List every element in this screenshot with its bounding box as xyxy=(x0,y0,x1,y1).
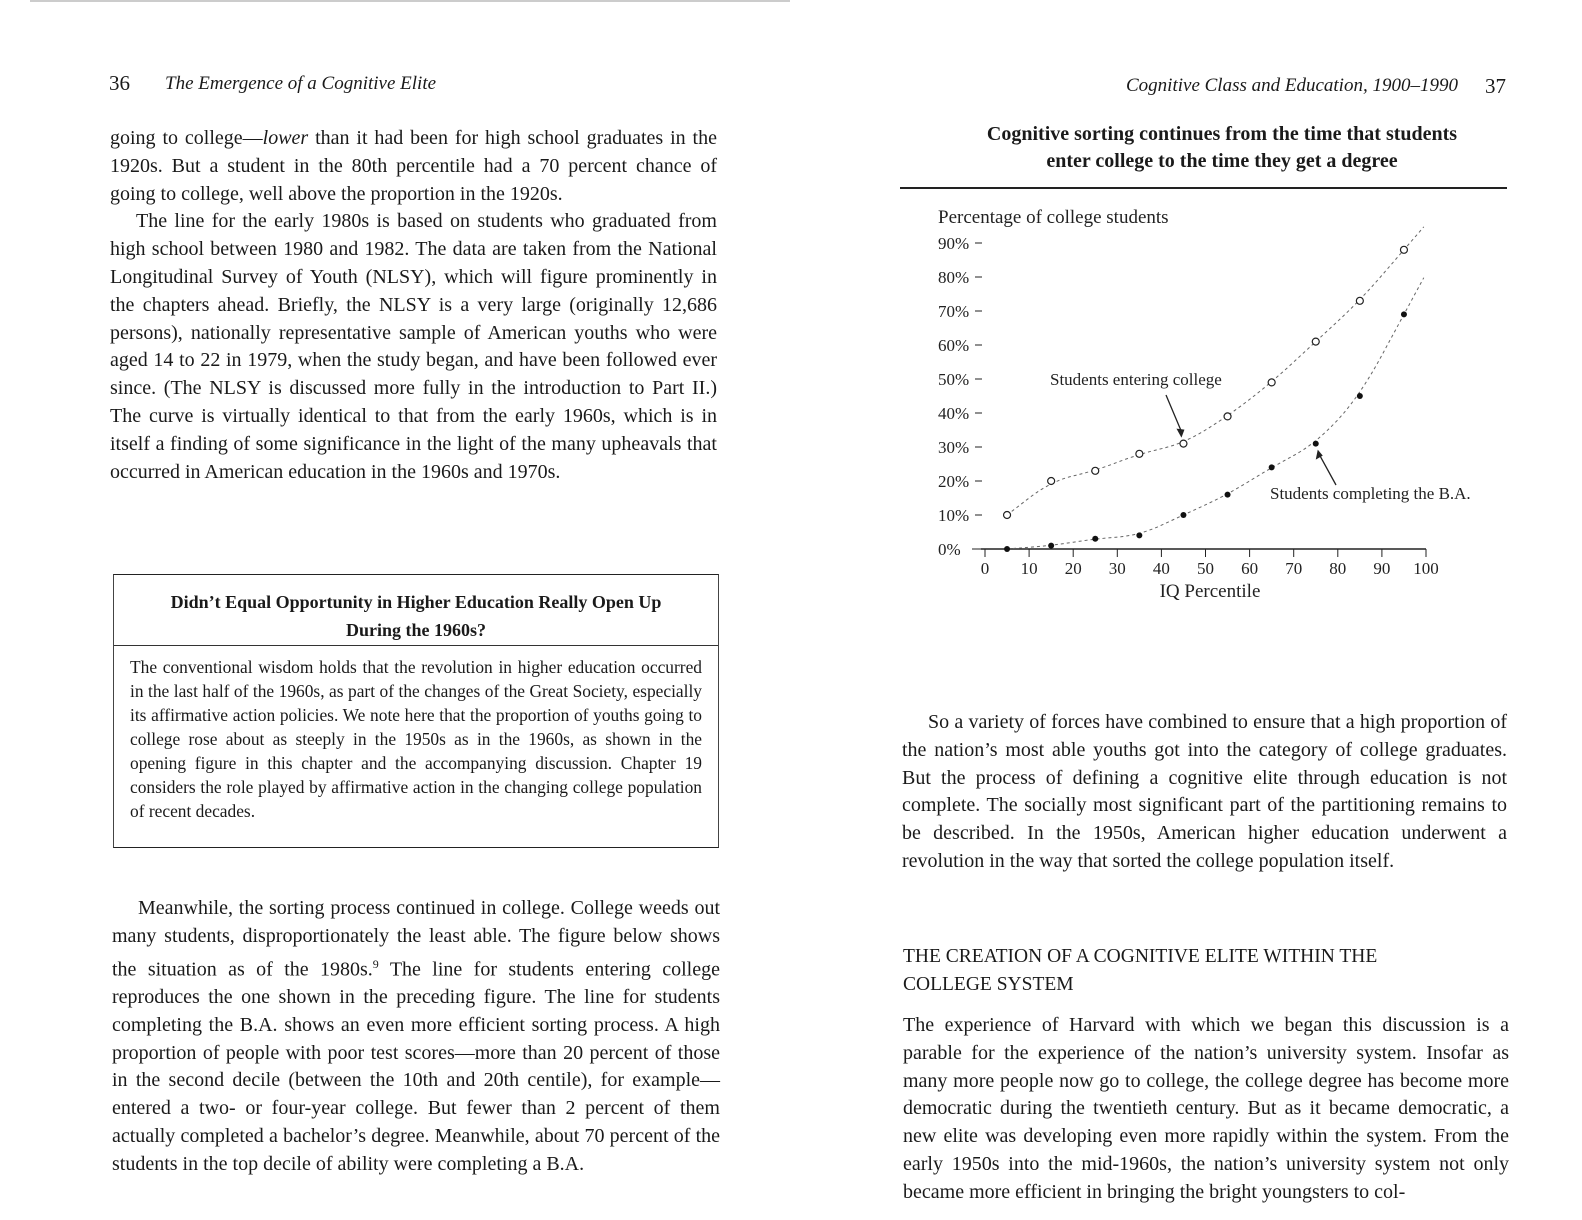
right-text-bottom xyxy=(903,1012,1509,1207)
figure-caption xyxy=(927,121,1517,175)
completing-ba-point xyxy=(1269,464,1275,470)
x-tick-label: 50 xyxy=(1197,559,1214,578)
sidebar-box xyxy=(113,574,719,848)
x-tick-label: 80 xyxy=(1329,559,1347,578)
sidebar-title: Didn’t Equal Opportunity in Higher Education Really Open Up During the 1960s? xyxy=(114,575,718,646)
y-tick-label: 60% xyxy=(938,336,970,355)
entering-college-label: Students entering college xyxy=(1050,370,1222,389)
x-tick-label: 10 xyxy=(1020,559,1038,578)
footnote-marker[interactable]: 9 xyxy=(372,956,379,971)
right-text-top xyxy=(902,709,1507,876)
x-tick-label: 20 xyxy=(1064,559,1082,578)
entering-college-point xyxy=(1180,440,1187,447)
entering-college-point xyxy=(1400,246,1407,253)
paragraph: So a variety of forces have combined to ensure that a high proportion of the nation’s most able youths got into the category of college graduates. But the process of defining a cognitive elite through education is not complete. The socially most significant part of the partitioning remains to be described. In the 1950s, American higher education underwent a revolution in the way that sorted the college population itself. xyxy=(902,711,1507,872)
left-page xyxy=(0,0,790,1220)
paragraph: going to college—lower than it had been for high school graduates in the 1920s. But a student in the 80th percentile had a 70 percent chance of going to college, well above the proportion in the 1920s. xyxy=(110,127,717,205)
y-axis-label: Percentage of college students xyxy=(938,207,1169,228)
entering-college-point xyxy=(1356,297,1363,304)
entering-college-point xyxy=(1004,512,1011,519)
entering-college-arrow xyxy=(1166,395,1181,432)
x-tick-label: 60 xyxy=(1241,559,1259,578)
entering-college-point xyxy=(1048,478,1055,485)
y-tick-label: 30% xyxy=(938,438,970,457)
y-tick-label: 70% xyxy=(938,302,970,321)
running-head: Cognitive Class and Education, 1900–1990 xyxy=(1126,75,1458,96)
completing-ba-point xyxy=(1004,546,1010,552)
section-heading xyxy=(903,943,1523,999)
page-number: 37 xyxy=(1485,74,1506,98)
completing-ba-point xyxy=(1136,532,1142,538)
y-tick-label: 50% xyxy=(938,370,970,389)
figure-caption-line: Cognitive sorting continues from the time that students xyxy=(986,123,1458,145)
completing-ba-point xyxy=(1313,441,1319,447)
entering-college-point xyxy=(1092,467,1099,474)
sorting-chart xyxy=(790,195,1471,615)
y-tick-label: 10% xyxy=(938,506,970,525)
x-tick-label: 0 xyxy=(980,559,990,578)
x-tick-label: 70 xyxy=(1285,559,1303,578)
completing-ba-point xyxy=(1180,512,1186,518)
completing-ba-arrow xyxy=(1319,454,1336,485)
section-heading-line: COLLEGE SYSTEM xyxy=(903,974,1074,995)
x-tick-label: 40 xyxy=(1152,559,1170,578)
completing-ba-curve xyxy=(1007,278,1424,549)
y-tick-label: 20% xyxy=(938,472,970,491)
y-tick-label: 40% xyxy=(938,404,970,423)
y-tick-label: 90% xyxy=(938,234,970,253)
x-tick-label: 30 xyxy=(1108,559,1126,578)
entering-college-arrowhead xyxy=(1176,429,1184,438)
left-text-bottom xyxy=(112,895,720,1179)
figure-rule xyxy=(900,187,1507,189)
figure-caption-line: enter college to the time they get a degree xyxy=(1046,150,1398,172)
entering-college-point xyxy=(1224,413,1231,420)
paragraph: The experience of Harvard with which we began this discussion is a parable for the experience of the nation’s university system. Insofar as many more people now go to college, the college degree has become more democratic during the twentieth century. But as it became democratic, a new elite was developing even more rapidly within the system. From the early 1950s into the mid-1960s, the nation’s university system not only became more efficient in bringing the bright youngsters to col- xyxy=(903,1014,1509,1203)
running-head: The Emergence of a Cognitive Elite xyxy=(165,73,437,94)
paragraph: Meanwhile, the sorting process continued in college. College weeds out many students, disproportionately the least able. The figure below shows the situation as of the 1980s.$^9$ The line for students entering college reproduces the one shown in the preceding figure. The line for students completing the B.A. shows an even more efficient sorting process. A high proportion of people with poor test scores—more than 20 percent of those in the second decile (between the 10th and 20th centile), for example—entered a two- or four-year college. But fewer than 2 percent of them actually completed a bachelor’s degree. Meanwhile, about 70 percent of the students in the top decile of ability were completing a B.A. xyxy=(112,897,720,1175)
y-tick-label: 0% xyxy=(938,540,961,559)
sidebar-body: The conventional wisdom holds that the revolution in higher education occurred in the last half of the 1960s, as part of the changes of the Great Society, especially its affirmative action policies. We note here that the proportion of youths going to college rose about as steeply in the 1950s as in the 1960s, as shown in the opening figure in this chapter and the accompanying discussion. Chapter 19 considers the role played by affirmative action in the changing college population of recent decades. xyxy=(130,657,702,821)
x-tick-label: 100 xyxy=(1413,559,1439,578)
x-axis-label: IQ Percentile xyxy=(1159,581,1261,602)
completing-ba-point xyxy=(1357,393,1363,399)
entering-college-point xyxy=(1136,450,1143,457)
completing-ba-point xyxy=(1092,536,1098,542)
right-page xyxy=(790,0,1582,1220)
section-heading-line: THE CREATION OF A COGNITIVE ELITE WITHIN THE xyxy=(903,946,1378,967)
left-text-top xyxy=(110,125,717,486)
completing-ba-point xyxy=(1048,543,1054,549)
completing-ba-point xyxy=(1225,492,1231,498)
completing-ba-point xyxy=(1401,311,1407,317)
page-number: 36 xyxy=(109,71,130,95)
y-tick-label: 80% xyxy=(938,268,970,287)
completing-ba-label: Students completing the B.A. xyxy=(1270,484,1471,503)
paragraph: The line for the early 1980s is based on students who graduated from high school between 1980 and 1982. The data are taken from the National Longitudinal Survey of Youth (NLSY), which will figure prominently in the chapters ahead. Briefly, the NLSY is a very large (originally 12,686 persons), nationally representative sample of American youths who were aged 14 to 22 in 1979, when the study began, and have been followed ever since. (The NLSY is discussed more fully in the introduction to Part II.) The curve is virtually identical to that from the early 1960s, which is in itself a finding of some significance in the light of the many upheavals that occurred in American education in the 1960s and 1970s. xyxy=(110,210,717,483)
entering-college-point xyxy=(1312,338,1319,345)
x-tick-label: 90 xyxy=(1373,559,1391,578)
entering-college-point xyxy=(1268,379,1275,386)
